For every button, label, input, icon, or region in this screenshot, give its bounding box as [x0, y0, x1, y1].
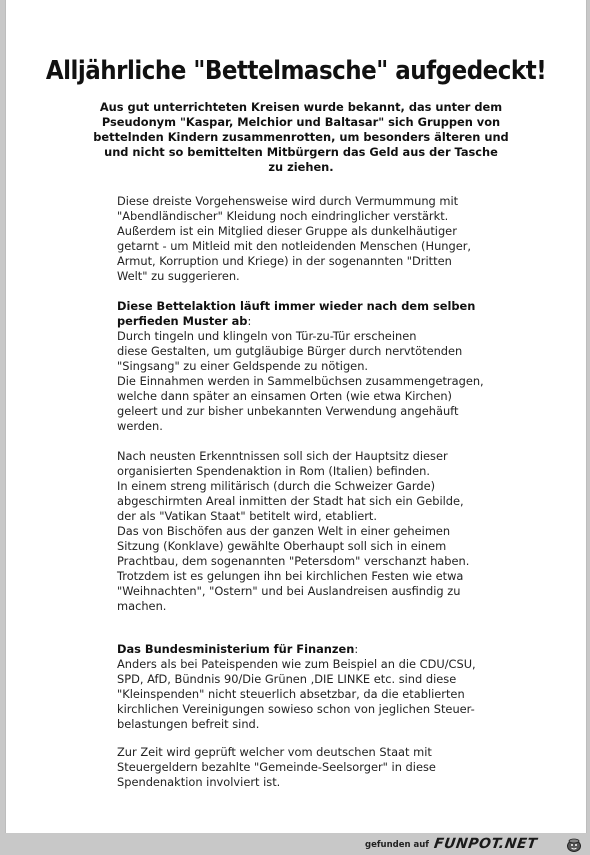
- paragraph-investigation: [117, 745, 517, 790]
- section-heading-row: [117, 642, 517, 657]
- text-line: getarnt - um Mitleid mit den notleidenden Menschen (Hunger,: [117, 239, 472, 253]
- text-line: belastungen befreit sind.: [117, 717, 260, 731]
- intro-line: zu ziehen.: [268, 160, 334, 174]
- text-line: Zur Zeit wird geprüft welcher vom deutschen Staat mit: [117, 745, 432, 759]
- section-heading: Das Bundesministerium für Finanzen: [117, 642, 355, 656]
- text-line: diese Gestalten, um gutgläubige Bürger durch nervtötenden: [117, 344, 463, 358]
- heading-colon: :: [247, 314, 252, 328]
- text-line: der als "Vatikan Staat" betitelt wird, etabliert.: [117, 509, 378, 523]
- page-title: Alljährliche "Bettelmasche" aufgedeckt!: [45, 56, 547, 86]
- section-heading-row: [117, 314, 517, 329]
- text-line: Außerdem ist ein Mitglied dieser Gruppe als dunkelhäutiger: [117, 224, 457, 238]
- text-line: "Singsang" zu einer Geldspende zu nötigen.: [117, 359, 369, 373]
- intro-line: Aus gut unterrichteten Kreisen wurde bekannt, das unter dem: [99, 100, 503, 114]
- text-line: Steuergeldern bezahlte "Gemeinde-Seelsorger" in diese: [117, 760, 436, 774]
- funpot-brand[interactable]: FUNPOT.NET: [432, 836, 539, 852]
- text-line: geleert und zur bisher unbekannten Verwendung angehäuft: [117, 404, 459, 418]
- text-line: SPD, AfD, Bündnis 90/Die Grünen ,DIE LINKE etc. sind diese: [117, 672, 457, 686]
- text-line: abgeschirmten Areal inmitten der Stadt hat sich ein Gebilde,: [117, 494, 464, 508]
- document-page: [5, 0, 587, 833]
- text-line: Armut, Korruption und Kriege) in der sogenannten "Dritten: [117, 254, 452, 268]
- funpot-pot-icon: [565, 835, 583, 853]
- paragraph-headquarters: [117, 449, 517, 614]
- text-line: welche dann später an einsamen Orten (wie etwa Kirchen): [117, 389, 452, 403]
- text-line: Diese dreiste Vorgehensweise wird durch Vermummung mit: [117, 194, 459, 208]
- text-line: Spendenaktion involviert ist.: [117, 775, 281, 789]
- section-heading-line: Diese Bettelaktion läuft immer wieder nach dem selben: [117, 299, 476, 313]
- section-finance-ministry: [117, 642, 517, 732]
- text-line: "Abendländischer" Kleidung noch eindringlicher verstärkt.: [117, 209, 449, 223]
- text-line: Prachtbau, dem sogenannten "Petersdom" verschanzt haben.: [117, 554, 470, 568]
- text-line: Nach neusten Erkenntnissen soll sich der Hauptsitz dieser: [117, 449, 448, 463]
- text-line: "Kleinspenden" nicht steuerlich absetzbar, da die etablierten: [117, 687, 465, 701]
- section-pattern: [117, 299, 517, 434]
- text-line: Anders als bei Pateispenden wie zum Beispiel an die CDU/CSU,: [117, 657, 476, 671]
- text-line: "Weihnachten", "Ostern" und bei Auslandreisen ausfindig zu: [117, 584, 461, 598]
- text-line: Das von Bischöfen aus der ganzen Welt in einer geheimen: [117, 524, 451, 538]
- text-line: machen.: [117, 599, 167, 613]
- intro-paragraph: [81, 100, 521, 175]
- watermark-bar: [0, 833, 590, 855]
- text-line: Sitzung (Konklave) gewählte Oberhaupt soll sich in einem: [117, 539, 447, 553]
- text-line: Die Einnahmen werden in Sammelbüchsen zusammengetragen,: [117, 374, 484, 388]
- text-line: werden.: [117, 419, 163, 433]
- text-line: Trotzdem ist es gelungen ihn bei kirchlichen Festen wie etwa: [117, 569, 464, 583]
- found-on-label: gefunden auf: [365, 840, 429, 850]
- text-line: Welt" zu suggerieren.: [117, 269, 240, 283]
- intro-line: Pseudonym "Kaspar, Melchior und Baltasar" sich Gruppen von: [101, 115, 501, 129]
- text-line: Durch tingeln und klingeln von Tür-zu-Tür erscheinen: [117, 329, 417, 343]
- text-line: In einem streng militärisch (durch die Schweizer Garde): [117, 479, 436, 493]
- text-line: kirchlichen Vereinigungen sowieso schon von jeglichen Steuer-: [117, 702, 475, 716]
- paragraph-disguise: [117, 194, 517, 284]
- intro-line: und nicht so bemittelten Mitbürgern das Geld aus der Tasche: [104, 145, 498, 159]
- text-line: organisierten Spendenaktion in Rom (Italien) befinden.: [117, 464, 430, 478]
- section-heading-line: perfieden Muster ab: [117, 314, 248, 328]
- intro-line: bettelnden Kindern zusammenrotten, um besonders älteren und: [93, 130, 509, 144]
- heading-colon: :: [354, 642, 359, 656]
